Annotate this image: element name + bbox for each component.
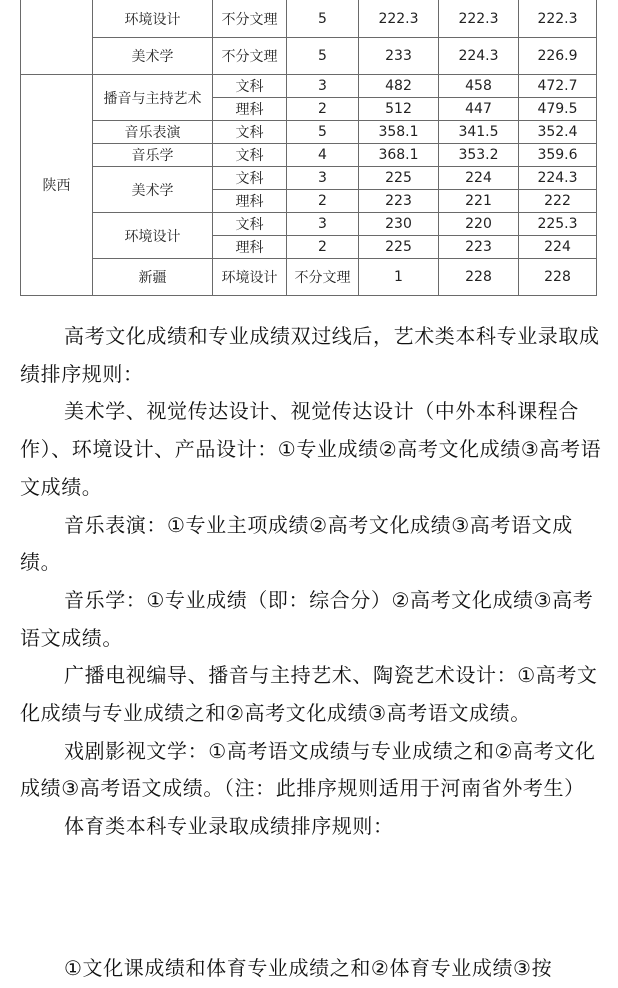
avg-score-cell: 222.3 (519, 0, 597, 38)
max-score-cell: 482 (359, 75, 439, 98)
table-row (21, 0, 597, 38)
plan-cell: 3 (287, 75, 359, 98)
major-cell: 环境设计 (213, 259, 287, 296)
major-cell: 美术学 (93, 167, 213, 213)
avg-score-cell: 225.3 (519, 213, 597, 236)
paragraph: 体育类本科专业录取成绩排序规则： (64, 814, 394, 839)
max-score-cell: 225 (359, 167, 439, 190)
paragraph: 美术学、视觉传达设计、视觉传达设计（中外本科课程合作）、环境设计、产品设计：①专业成绩②高考文化成绩③高考语文成绩。 (20, 399, 602, 499)
max-score-cell: 230 (359, 213, 439, 236)
admission-score-table (20, 0, 597, 296)
table-row (21, 38, 597, 75)
category-cell: 不分文理 (287, 259, 359, 296)
max-score-cell: 358.1 (359, 121, 439, 144)
paragraph: 高考文化成绩和专业成绩双过线后，艺术类本科专业录取成绩排序规则： (20, 324, 600, 386)
avg-score-cell: 224 (519, 236, 597, 259)
min-score-cell: 222.3 (439, 0, 519, 38)
category-cell: 文科 (213, 144, 287, 167)
province-cell (21, 0, 93, 75)
avg-score-cell: 479.5 (519, 98, 597, 121)
category-cell: 理科 (213, 190, 287, 213)
category-cell: 文科 (213, 75, 287, 98)
avg-score-cell: 359.6 (519, 144, 597, 167)
plan-cell: 3 (287, 213, 359, 236)
major-cell: 环境设计 (93, 213, 213, 259)
table-row (21, 75, 597, 98)
avg-score-cell: 224.3 (519, 167, 597, 190)
min-score-cell: 341.5 (439, 121, 519, 144)
category-cell: 不分文理 (213, 0, 287, 38)
plan-cell: 3 (287, 167, 359, 190)
plan-cell: 5 (287, 38, 359, 75)
province-cell: 新疆 (93, 259, 213, 296)
major-cell: 环境设计 (93, 0, 213, 38)
min-score-cell: 224.3 (439, 38, 519, 75)
max-score-cell: 233 (359, 38, 439, 75)
province-cell: 陕西 (21, 75, 93, 296)
max-score-cell: 228 (439, 259, 519, 296)
min-score-cell: 220 (439, 213, 519, 236)
avg-score-cell: 472.7 (519, 75, 597, 98)
plan-cell: 5 (287, 0, 359, 38)
category-cell: 不分文理 (213, 38, 287, 75)
min-score-cell: 447 (439, 98, 519, 121)
plan-cell: 2 (287, 190, 359, 213)
table-row (21, 167, 597, 190)
max-score-cell: 512 (359, 98, 439, 121)
paragraph: 戏剧影视文学：①高考语文成绩与专业成绩之和②高考文化成绩③高考语文成绩。（注：此排序规则适用于河南省外考生） (20, 738, 596, 801)
max-score-cell: 223 (359, 190, 439, 213)
plan-cell: 4 (287, 144, 359, 167)
table-row (21, 144, 597, 167)
partial-paragraph: ①文化课成绩和体育专业成绩之和②体育专业成绩③按 (64, 956, 553, 980)
plan-cell: 1 (359, 259, 439, 296)
plan-cell: 5 (287, 121, 359, 144)
min-score-cell: 228 (519, 259, 597, 296)
min-score-cell: 224 (439, 167, 519, 190)
paragraph: 音乐表演：①专业主项成绩②高考文化成绩③高考语文成绩。 (20, 512, 573, 575)
major-cell: 播音与主持艺术 (93, 75, 213, 121)
table-row (21, 121, 597, 144)
min-score-cell: 353.2 (439, 144, 519, 167)
min-score-cell: 221 (439, 190, 519, 213)
major-cell: 美术学 (93, 38, 213, 75)
min-score-cell: 223 (439, 236, 519, 259)
paragraph: 广播电视编导、播音与主持艺术、陶瓷艺术设计：①高考文化成绩与专业成绩之和②高考文化成绩③高考语文成绩。 (20, 663, 598, 726)
avg-score-cell: 352.4 (519, 121, 597, 144)
category-cell: 文科 (213, 213, 287, 236)
min-score-cell: 458 (439, 75, 519, 98)
category-cell: 理科 (213, 98, 287, 121)
avg-score-cell: 226.9 (519, 38, 597, 75)
table-row (21, 213, 597, 236)
max-score-cell: 368.1 (359, 144, 439, 167)
major-cell: 音乐学 (93, 144, 213, 167)
category-cell: 文科 (213, 167, 287, 190)
plan-cell: 2 (287, 236, 359, 259)
category-cell: 文科 (213, 121, 287, 144)
max-score-cell: 225 (359, 236, 439, 259)
max-score-cell: 222.3 (359, 0, 439, 38)
major-cell: 音乐表演 (93, 121, 213, 144)
paragraph: 音乐学：①专业成绩（即：综合分）②高考文化成绩③高考语文成绩。 (20, 587, 594, 650)
table-row (21, 259, 597, 296)
category-cell: 理科 (213, 236, 287, 259)
ranking-rules-text (20, 318, 608, 846)
avg-score-cell: 222 (519, 190, 597, 213)
plan-cell: 2 (287, 98, 359, 121)
